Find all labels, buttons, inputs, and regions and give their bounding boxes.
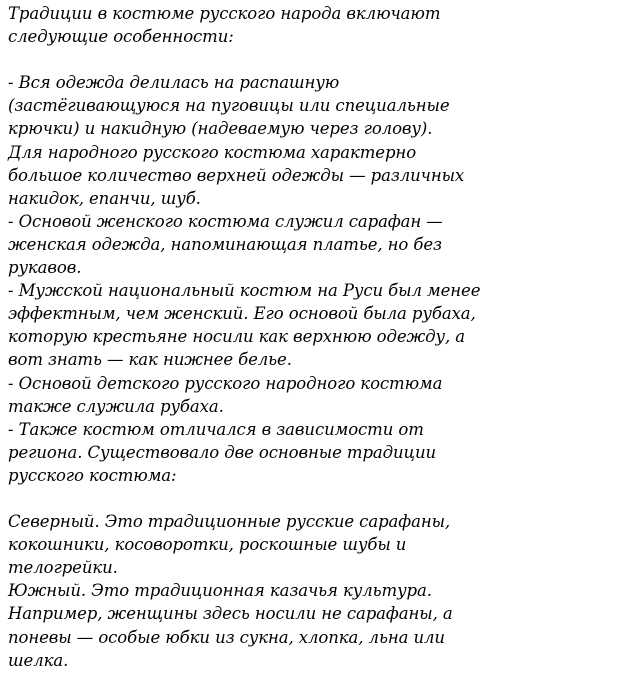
text-line: Традиции в костюме русского народа включают <box>8 4 441 23</box>
southern-tradition <box>8 579 608 671</box>
text-line: кокошники, косоворотки, роскошные шубы и <box>8 535 407 555</box>
text-line: которую крестьяне носили как верхнюю одежду, а <box>8 327 466 347</box>
text-line: крючки) и накидную (надеваемую через голову). <box>8 119 433 139</box>
text-line: накидок, епанчи, шуб. <box>8 188 201 208</box>
feature-clothing-types <box>8 71 608 210</box>
blank-line <box>8 48 608 71</box>
text-line: телогрейки. <box>8 558 118 578</box>
text-line: региона. Существовало две основные традиции <box>8 442 437 462</box>
text-line: Для народного русского костюма характерно <box>8 142 417 162</box>
text-line: эффектным, чем женский. Его основой была рубаха, <box>8 304 476 324</box>
text-line: Северный. Это традиционные русские сарафаны, <box>8 512 451 532</box>
text-line: также служила рубаха. <box>8 396 224 416</box>
text-line: русского костюма: <box>8 465 177 485</box>
blank-line <box>8 487 608 510</box>
feature-childrens-costume <box>8 372 608 418</box>
text-line: шелка. <box>8 650 69 670</box>
text-line: - Основой детского русского народного костюма <box>8 373 443 393</box>
text-line: женская одежда, напоминающая платье, но без <box>8 234 442 254</box>
text-line: вот знать — как нижнее белье. <box>8 350 292 370</box>
document-text <box>8 2 608 672</box>
text-line: - Вся одежда делилась на распашную <box>8 73 340 93</box>
text-line: рукавов. <box>8 258 82 278</box>
feature-womens-costume <box>8 210 608 279</box>
intro-paragraph <box>8 2 608 48</box>
text-line: большое количество верхней одежды — различных <box>8 165 465 185</box>
text-line: - Мужской национальный костюм на Руси был менее <box>8 281 481 301</box>
text-line: следующие особенности: <box>8 27 234 47</box>
text-line: (застёгивающуюся на пуговицы или специальные <box>8 96 450 116</box>
text-line: Южный. Это традиционная казачья культура. <box>8 581 432 601</box>
text-line: поневы — особые юбки из сукна, хлопка, льна или <box>8 627 445 647</box>
text-line: - Также костюм отличался в зависимости от <box>8 419 424 439</box>
text-line: Например, женщины здесь носили не сарафаны, а <box>8 604 453 624</box>
northern-tradition <box>8 510 608 579</box>
feature-regional-differences <box>8 418 608 487</box>
feature-mens-costume <box>8 279 608 371</box>
text-line: - Основой женского костюма служил сарафан — <box>8 211 443 231</box>
